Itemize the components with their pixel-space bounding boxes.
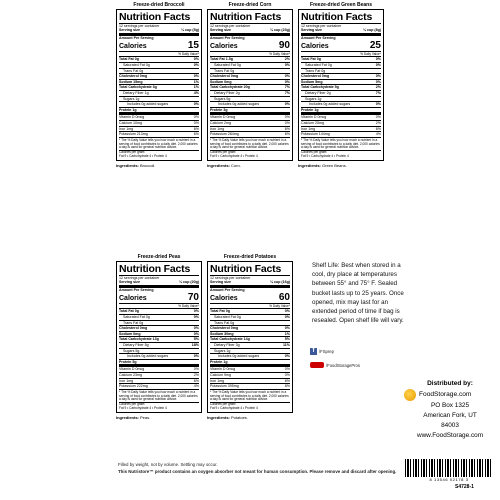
nutrition-facts-title: Nutrition Facts (119, 11, 199, 24)
youtube-icon (310, 362, 324, 368)
nutrient-row: Total Fat 0g 0% (210, 309, 290, 314)
youtube-link[interactable]: /FoodStoragePros (310, 362, 360, 368)
nutrient-rows (210, 308, 290, 364)
cal-per-gram: Calories per gram: (210, 402, 290, 407)
serving-size: Serving size ¼ cup (16g) (210, 280, 290, 285)
vitamin-row: Iron 1mg 6% (119, 126, 199, 131)
nutrition-panel (207, 9, 293, 161)
calories-row: Calories 15 (119, 40, 199, 52)
nutrient-row: Cholesterol 0mg 0% (119, 74, 199, 79)
nutrient-row: Cholesterol 0mg 0% (119, 326, 199, 331)
footnote: * The % Daily Value tells you how much a nutrient in a serving of food contributes to a daily diet. 2,000 calories a day is used for general nutrition advice. (119, 137, 198, 150)
nutrient-row: Total Carbohydrate 20g 7% (210, 85, 290, 90)
vitamin-row: Potassium 144mg 4% (301, 132, 381, 137)
vitamin-row: Iron 1mg 6% (301, 126, 381, 131)
cal-per-gram-values: Fat 9 • Carbohydrate 4 • Protein 4 (210, 153, 258, 158)
cal-per-gram-values: Fat 9 • Carbohydrate 4 • Protein 4 (210, 405, 258, 410)
vitamin-row: Potassium 213mg 6% (119, 132, 199, 137)
amount-per-serving: Amount Per Serving (301, 33, 381, 40)
vitamin-rows (210, 364, 290, 388)
serving-size: Serving size ¼ cup (5g) (119, 28, 199, 33)
vitamin-rows (119, 364, 199, 388)
footnote: * The % Daily Value tells you how much a nutrient in a serving of food contributes to a daily diet. 2,000 calories a day is used for general nutrition advice. (119, 389, 198, 402)
nutrient-row: Protein 1g (301, 107, 381, 113)
nutrient-row: Trans Fat 0g (210, 320, 290, 326)
nutrient-row: Protein 1g (210, 359, 290, 365)
vitamin-row: Vitamin D 0mcg 0% (210, 115, 290, 120)
nutrient-row: Dietary Fiber 1g 4% (119, 90, 199, 96)
amount-per-serving: Amount Per Serving (210, 33, 290, 40)
ingredients: Ingredients: Corn. (207, 162, 241, 168)
vitamin-rows (301, 112, 381, 136)
nutrient-row: Total Fat 0g 0% (119, 309, 199, 314)
servings: 12 servings per container (301, 24, 342, 28)
nutrient-row: Sodium 15mg 1% (119, 79, 199, 84)
nutrient-row: Includes 0g added sugars 0% (119, 101, 199, 107)
ingredients: Ingredients: Peas. (116, 414, 151, 420)
distributor-block (404, 379, 496, 441)
nutrient-row: Sugars 5g (210, 96, 290, 102)
servings: 12 servings per container (119, 276, 160, 280)
vitamin-row: Calcium 23mg 2% (119, 372, 199, 377)
facebook-icon: f (310, 348, 317, 355)
fill-note: Filled by weight, not by volume. Settling may occur. (118, 462, 218, 467)
calories-row: Calories 25 (301, 40, 381, 52)
nutrient-row: Sugars 1g (210, 348, 290, 354)
nutrient-row: Total Carbohydrate 3g 1% (119, 85, 199, 90)
label-corn (207, 1, 293, 169)
amount-per-serving: Amount Per Serving (119, 33, 199, 40)
nutrition-facts-title: Nutrition Facts (119, 263, 199, 276)
calories-row: Calories 90 (210, 40, 290, 52)
nutrient-row: Saturated Fat 0g 0% (119, 62, 199, 68)
footnote: * The % Daily Value tells you how much a nutrient in a serving of food contributes to a daily diet. 2,000 calories a day is used for general nutrition advice. (210, 137, 289, 150)
nutrient-row: Saturated Fat 0g 0% (210, 62, 290, 68)
nutrient-row: Total Carbohydrate 5g 2% (301, 85, 381, 90)
foodstorage-logo-icon (404, 389, 416, 401)
label-green-beans (298, 1, 384, 169)
nutrient-row: Dietary Fiber 2g 7% (301, 90, 381, 96)
nutrient-row: Total Fat 0g 0% (301, 57, 381, 62)
vitamin-row: Vitamin D 0mcg 0% (119, 115, 199, 120)
servings: 12 servings per container (210, 276, 251, 280)
nutrient-row: Includes 0g added sugars 0% (210, 101, 290, 107)
vitamin-row: Calcium 10mg 0% (119, 120, 199, 125)
shelf-life-text: Shelf Life: Best when stored in a cool, dry place at temperatures between 55° and 75° F. Sealed bucket lasts up to 25 years. Once opened, mix may last for an extended period of time if bag is resealed. Open shelf life will vary. (312, 262, 404, 325)
barcode-bars (405, 459, 493, 477)
label-potatoes (207, 253, 293, 421)
amount-per-serving: Amount Per Serving (210, 285, 290, 292)
vitamin-rows (119, 112, 199, 136)
dv-header: % Daily Value* (210, 303, 290, 308)
cal-per-gram-values: Fat 9 • Carbohydrate 4 • Protein 4 (119, 405, 167, 410)
amount-per-serving: Amount Per Serving (119, 285, 199, 292)
calories-row: Calories 70 (119, 292, 199, 304)
cal-per-gram-values: Fat 9 • Carbohydrate 4 • Protein 4 (119, 153, 167, 158)
vitamin-row: Vitamin D 0mcg 0% (301, 115, 381, 120)
vitamin-row: Calcium 9mg 0% (210, 372, 290, 377)
serving-size: Serving size ¼ cup (8g) (301, 28, 381, 33)
cal-per-gram: Calories per gram: (210, 150, 290, 155)
nutrient-row: Includes 0g added sugars 0% (210, 353, 290, 359)
nutrient-row: Dietary Fiber 2g 7% (210, 90, 290, 96)
nutrient-row: Sodium 5mg 0% (301, 79, 381, 84)
calories-row: Calories 60 (210, 292, 290, 304)
nutrient-rows (119, 308, 199, 364)
nutrition-panel (116, 9, 202, 161)
product-name: Freeze-dried Green Beans (310, 2, 372, 8)
product-name: Freeze-dried Broccoli (133, 2, 185, 8)
dv-header: % Daily Value* (301, 51, 381, 56)
nutrient-row: Includes 0g added sugars 0% (119, 353, 199, 359)
servings: 12 servings per container (119, 24, 160, 28)
nutrient-row: Trans Fat 0g (301, 68, 381, 74)
nutrient-row: Cholesterol 0mg 0% (210, 326, 290, 331)
vitamin-row: Vitamin D 0mcg 0% (119, 367, 199, 372)
oxygen-absorber-note: This Nutristore™ product contains an oxygen absorber not meant for human consumption. Please remove and discard after opening. (118, 468, 397, 474)
dv-header: % Daily Value* (119, 51, 199, 56)
cal-per-gram: Calories per gram: (119, 150, 199, 155)
vitamin-row: Potassium 284mg 6% (210, 132, 290, 137)
ingredients: Ingredients: Green Beans. (298, 162, 347, 168)
nutrient-row: Protein 5g (119, 359, 199, 365)
website: www.FoodStorage.com (416, 432, 484, 439)
nutrient-row: Total Fat 0g 0% (119, 57, 199, 62)
nutrient-row: Trans Fat 0g (119, 320, 199, 326)
vitamin-row: Iron 1mg 6% (119, 378, 199, 383)
nutrient-row: Trans Fat 0g (210, 68, 290, 74)
nutrient-rows (301, 56, 381, 112)
vitamin-row: Potassium 222mg 4% (119, 384, 199, 389)
nutrient-row: Cholesterol 0mg 0% (210, 74, 290, 79)
nutrient-row: Sodium 0mg 0% (210, 79, 290, 84)
nutrient-row: Total Carbohydrate 13g 5% (119, 337, 199, 342)
barcode-number: 8 13546 02178 3 (429, 477, 469, 482)
nutrient-row: Dietary Fiber 5g 18% (119, 342, 199, 348)
dv-header: % Daily Value* (119, 303, 199, 308)
product-name: Freeze-dried Corn (228, 2, 272, 8)
nutrient-row: Total Fat 1.5g 2% (210, 57, 290, 62)
footnote: * The % Daily Value tells you how much a nutrient in a serving of food contributes to a daily diet. 2,000 calories a day is used for general nutrition advice. (301, 137, 380, 150)
nutrient-row: Sodium 0mg 0% (119, 331, 199, 336)
serving-size: Serving size ¼ cup (20g) (119, 280, 199, 285)
nutrition-panel (207, 261, 293, 413)
nutrient-row: Sugars 1g (301, 96, 381, 102)
po-box: PO Box 1325 (430, 402, 469, 409)
nutrient-row: Protein 1g (119, 107, 199, 113)
nutrient-row: Cholesterol 0mg 0% (301, 74, 381, 79)
nutrient-row: Dietary Fiber 3g 11% (210, 342, 290, 348)
vitamin-row: Vitamin D 0mcg 0% (210, 367, 290, 372)
nutrition-panel (298, 9, 384, 161)
product-name: Freeze-dried Peas (137, 254, 181, 260)
vitamin-row: Iron 1mg 6% (210, 378, 290, 383)
vitamin-row: Iron 1mg 6% (210, 126, 290, 131)
foodstorage-brand: FoodStorage.com (404, 389, 496, 401)
serving-size: Serving size ¼ cup (23g) (210, 28, 290, 33)
nutrition-facts-title: Nutrition Facts (210, 263, 290, 276)
ingredients: Ingredients: Potatoes. (207, 414, 248, 420)
nutrient-row: Saturated Fat 0g 0% (210, 314, 290, 320)
servings: 12 servings per container (210, 24, 251, 28)
nutrition-facts-title: Nutrition Facts (301, 11, 381, 24)
vitamin-rows (210, 112, 290, 136)
nutrient-row: Total Carbohydrate 14g 5% (210, 337, 290, 342)
nutrient-rows (210, 56, 290, 112)
barcode (405, 459, 493, 483)
nutrient-row: Saturated Fat 0g 0% (119, 314, 199, 320)
bottom-notes (118, 462, 398, 475)
ingredients: Ingredients: Broccoli. (116, 162, 156, 168)
nutrient-row: Trans Fat 0g (119, 68, 199, 74)
city: American Fork, UT (423, 412, 477, 419)
label-peas (116, 253, 202, 421)
dv-header: % Daily Value* (210, 51, 290, 56)
distributor-title: Distributed by: (427, 380, 473, 387)
nutrition-panel (116, 261, 202, 413)
cal-per-gram: Calories per gram: (119, 402, 199, 407)
zip: 84003 (441, 422, 459, 429)
nutrient-row: Sodium 30mg 1% (210, 331, 290, 336)
nutrient-row: Protein 3g (210, 107, 290, 113)
facebook-link[interactable]: f /FSprep (310, 348, 334, 355)
nutrient-row: Sugars 1g (119, 96, 199, 102)
vitamin-row: Calcium 25mg 2% (301, 120, 381, 125)
nutrient-row: Includes 0g added sugars 0% (301, 101, 381, 107)
nutrition-facts-title: Nutrition Facts (210, 11, 290, 24)
cal-per-gram: Calories per gram: (301, 150, 381, 155)
cal-per-gram-values: Fat 9 • Carbohydrate 4 • Protein 4 (301, 153, 349, 158)
vitamin-row: Potassium 395mg 8% (210, 384, 290, 389)
nutrient-row: Sugars 5g (119, 348, 199, 354)
sku-code: S4728-1 (455, 484, 474, 490)
nutrient-rows (119, 56, 199, 112)
footnote: * The % Daily Value tells you how much a nutrient in a serving of food contributes to a daily diet. 2,000 calories a day is used for general nutrition advice. (210, 389, 289, 402)
label-broccoli (116, 1, 202, 169)
nutrient-row: Saturated Fat 0g 0% (301, 62, 381, 68)
vitamin-row: Calcium 2mg 0% (210, 120, 290, 125)
product-name: Freeze-dried Potatoes (223, 254, 277, 260)
